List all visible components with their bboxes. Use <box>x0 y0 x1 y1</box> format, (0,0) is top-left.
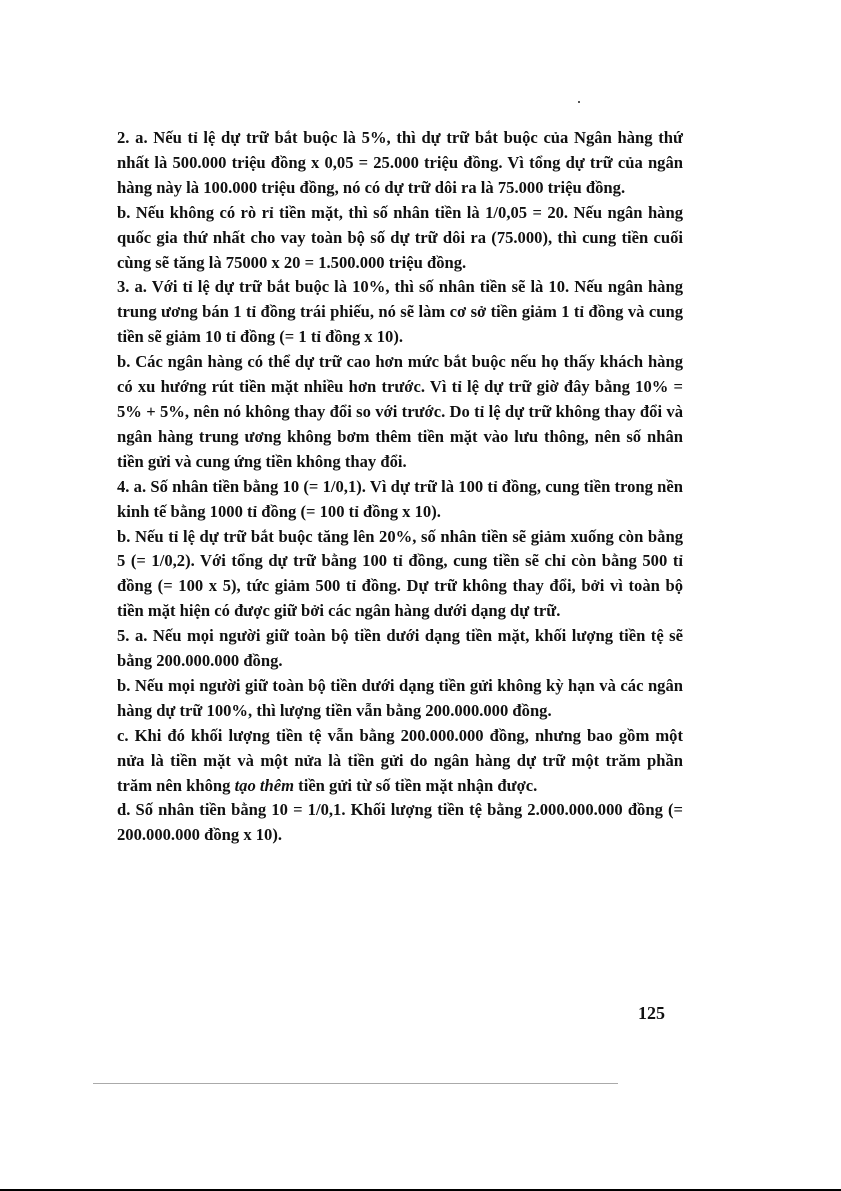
scan-speck <box>578 101 580 103</box>
paragraph-5a: 5. a. Nếu mọi người giữ toàn bộ tiền dưới dạng tiền mặt, khối lượng tiền tệ sẽ bằng 200.000.000 đồng. <box>117 626 683 671</box>
paragraph-3b: b. Các ngân hàng có thể dự trữ cao hơn mức bắt buộc nếu họ thấy khách hàng có xu hướng rút tiền mặt nhiều hơn trước. Vì tỉ lệ dự trữ giờ đây bằng 10% = 5% + 5%, nên nó không thay đổi so với trước. Do tỉ lệ dự trữ không thay đổi và ngân hàng trung ương không bơm thêm tiền mặt vào lưu thông, nên số nhân tiền gửi và cung ứng tiền không thay đổi. <box>117 352 683 471</box>
paragraph-4a: 4. a. Số nhân tiền bằng 10 (= 1/0,1). Vì dự trữ là 100 tỉ đồng, cung tiền trong nền kinh tế bằng 1000 tỉ đồng (= 100 tỉ đồng x 10). <box>117 476 683 521</box>
paragraph-5c <box>117 724 683 799</box>
paragraph-5c-italic: tạo thêm <box>234 775 295 795</box>
paragraph-5d: d. Số nhân tiền bằng 10 = 1/0,1. Khối lượng tiền tệ bằng 2.000.000.000 đồng (= 200.000.000 đồng x 10). <box>117 800 683 845</box>
paragraph-3a: 3. a. Với tỉ lệ dự trữ bắt buộc là 10%, thì số nhân tiền sẽ là 10. Nếu ngân hàng trung ương bán 1 tỉ đồng trái phiếu, nó sẽ làm cơ sở tiền giảm 1 tỉ đồng và cung tiền sẽ giảm 10 tỉ đồng (= 1 tỉ đồng x 10). <box>117 277 683 347</box>
paragraph-5b: b. Nếu mọi người giữ toàn bộ tiền dưới dạng tiền gửi không kỳ hạn và các ngân hàng dự trữ 100%, thì lượng tiền vẫn bằng 200.000.000 đồng. <box>117 675 683 720</box>
body-text <box>117 126 683 848</box>
footer-rule <box>93 1083 618 1084</box>
paragraph-4b: b. Nếu tỉ lệ dự trữ bắt buộc tăng lên 20%, số nhân tiền sẽ giảm xuống còn bằng 5 (= 1/0,2). Với tổng dự trữ bằng 100 tỉ đồng, cung tiền sẽ chỉ còn bằng 500 tỉ đồng (= 100 x 5), tức giảm 500 tỉ đồng. Dự trữ không thay đổi, bởi vì toàn bộ tiền mặt hiện có được giữ bởi các ngân hàng dưới dạng dự trữ. <box>117 526 683 621</box>
page-number: 125 <box>638 1003 665 1023</box>
paragraph-5c-text-after: tiền gửi từ số tiền mặt nhận được. <box>294 775 538 795</box>
paragraph-5c-text-before: c. Khi đó khối lượng tiền tệ vẫn bằng 200.000.000 đồng, nhưng bao gồm một nửa là tiền mặt và một nửa là tiền gửi do ngân hàng dự trữ một trăm phần trăm nên không <box>117 725 683 795</box>
paragraph-2b: b. Nếu không có rò rỉ tiền mặt, thì số nhân tiền là 1/0,05 = 20. Nếu ngân hàng quốc gia thứ nhất cho vay toàn bộ số dự trữ dôi ra (75.000), thì cung tiền cuối cùng sẽ tăng là 75000 x 20 = 1.500.000 triệu đồng. <box>117 202 683 272</box>
paragraph-2a: 2. a. Nếu tỉ lệ dự trữ bắt buộc là 5%, thì dự trữ bắt buộc của Ngân hàng thứ nhất là 500.000 triệu đồng x 0,05 = 25.000 triệu đồng. Vì tổng dự trữ của ngân hàng này là 100.000 triệu đồng, nó có dự trữ dôi ra là 75.000 triệu đồng. <box>117 128 683 197</box>
